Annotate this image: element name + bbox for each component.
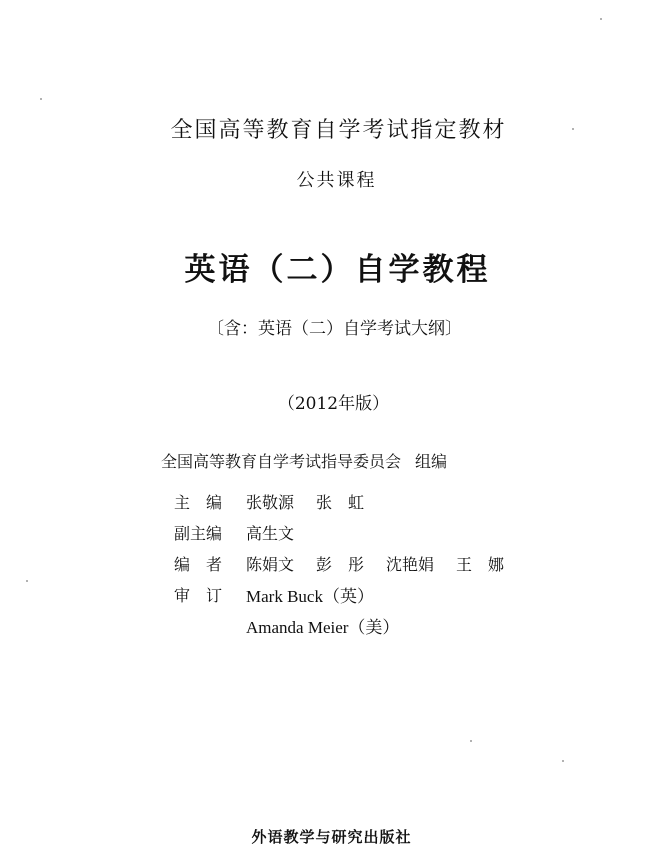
credit-name: Amanda Meier（美） (246, 618, 400, 637)
credit-row-reviewers (174, 579, 526, 610)
scan-speck (26, 580, 28, 582)
organizer-line (161, 449, 447, 472)
credit-names (246, 582, 396, 607)
credit-names (246, 521, 316, 544)
series-title: 全国高等教育自学考试指定教材 (170, 118, 507, 143)
credit-row-chief-editor (174, 486, 526, 517)
credit-role: 审 订 (174, 586, 223, 605)
credit-row-deputy-editor (174, 517, 526, 548)
credit-name: Mark Buck（英） (246, 587, 374, 606)
credits-list (174, 486, 526, 641)
organizer-role: 组编 (415, 452, 448, 471)
scan-speck (40, 98, 42, 100)
credit-role: 主 编 (174, 493, 223, 512)
course-category: 公共课程 (296, 170, 377, 191)
edition-label: （2012年版） (277, 394, 390, 414)
book-subtitle: 〔含：英语（二）自学考试大纲〕 (207, 319, 462, 339)
credit-name: 沈艳娟 (386, 555, 435, 574)
credit-row-reviewer-2 (174, 610, 526, 641)
credit-name: 张 虹 (316, 493, 365, 512)
credit-row-authors (174, 548, 526, 579)
credit-role: 副主编 (174, 524, 223, 543)
organizer-name: 全国高等教育自学考试指导委员会 (161, 452, 402, 471)
credit-name: 高生文 (246, 524, 295, 543)
credit-names (246, 490, 386, 513)
scan-speck (470, 740, 472, 742)
credit-name: 张敬源 (246, 493, 295, 512)
credit-name: 王 娜 (456, 555, 505, 574)
scan-speck (572, 128, 574, 130)
book-title: 英语（二）自学教程 (184, 252, 491, 288)
credit-name: 彭 彤 (316, 555, 365, 574)
credit-role: 编 者 (174, 555, 223, 574)
credit-names (246, 552, 526, 575)
scan-speck (562, 760, 564, 762)
scan-speck (600, 18, 602, 20)
credit-name: 陈娟文 (246, 555, 295, 574)
publisher-name: 外语教学与研究出版社 (251, 828, 412, 846)
